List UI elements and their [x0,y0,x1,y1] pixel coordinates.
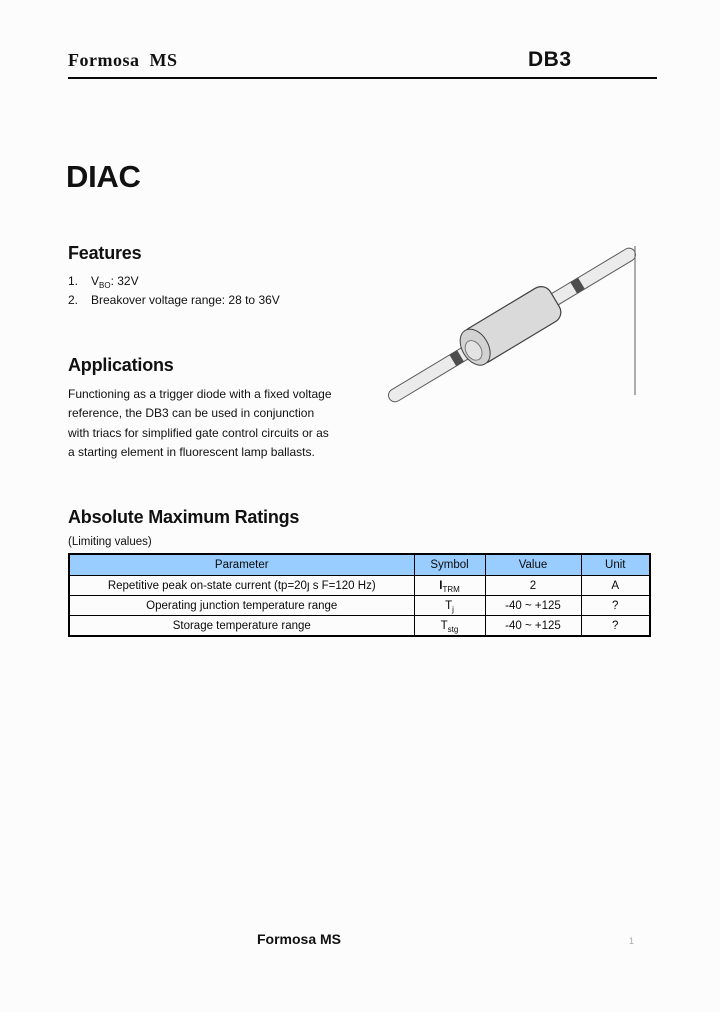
features-list [68,274,280,312]
cell-symbol: $I_{TRM}$ [414,576,485,596]
ratings-table [68,553,651,637]
cell-symbol: $T_{stg}$ [414,616,485,637]
paragraph-line: a starting element in fluorescent lamp ballasts. [68,445,315,460]
cell-value: 2 [485,576,581,596]
table-row [69,596,650,616]
ratings-subheading: (Limiting values) [68,536,152,548]
footer-page-number: 1 [629,936,635,946]
cell-value: -40 ~ +125 [485,616,581,637]
column-header-unit: Unit [581,554,650,576]
cell-unit: ? [581,596,650,616]
footer-brand: Formosa MS [257,931,342,947]
cell-parameter: Operating junction temperature range [69,596,414,616]
ratings-heading: Absolute Maximum Ratings [68,507,300,527]
applications-paragraph [68,387,332,465]
column-header-parameter: Parameter [69,554,414,576]
cell-symbol: $T_j$ [414,596,485,616]
feature-item [68,274,280,293]
table-row [69,616,650,637]
features-heading: Features [68,243,142,263]
feature-number: 1. [68,274,79,288]
feature-number: 2. [68,293,79,307]
header-divider [68,77,657,79]
feature-item [68,293,280,312]
feature-text: $V_{BO}$: 32V [91,274,139,290]
paragraph-line: Functioning as a trigger diode with a fixed voltage [68,387,332,401]
header-brand: Formosa MS [68,50,178,70]
column-header-value: Value [485,554,581,576]
diode-package-image [382,240,642,410]
cell-parameter: Storage temperature range [69,616,414,637]
applications-heading: Applications [68,355,174,375]
cell-value: -40 ~ +125 [485,596,581,616]
cell-unit: A [581,576,650,596]
page-title: DIAC [66,159,141,194]
cell-unit: ? [581,616,650,637]
cell-parameter: Repetitive peak on-state current (tp=20ȷ s F=120 Hz) [69,576,414,596]
header-doc-number: DB3 [528,48,572,71]
paragraph-line: reference, the DB3 can be used in conjunction [68,406,315,421]
feature-text: Breakover voltage range: 28 to 36V [91,293,280,307]
table-header-row [69,554,650,576]
column-header-symbol: Symbol [414,554,485,576]
table-row [69,576,650,596]
paragraph-line: with triacs for simplified gate control circuits or as [68,425,329,440]
